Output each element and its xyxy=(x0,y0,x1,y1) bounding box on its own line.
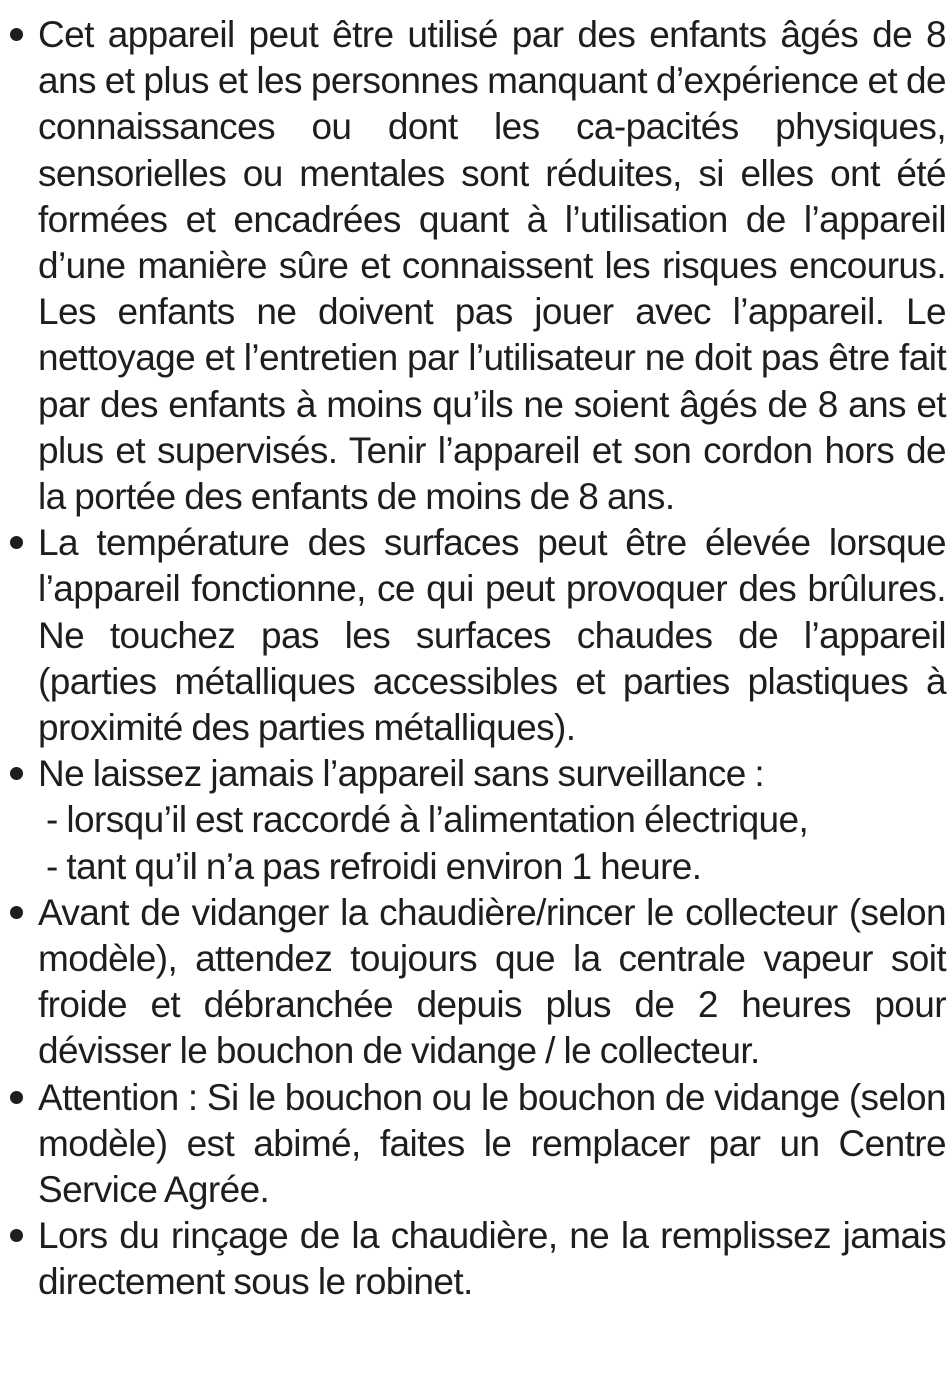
bullet-icon xyxy=(10,767,23,780)
sub-item: - lorsqu’il est raccordé à l’alimentation électrique, xyxy=(46,799,809,841)
item-text: Ne laissez jamais l’appareil sans surveillance : xyxy=(38,753,765,795)
list-item-rinsing xyxy=(8,1213,946,1305)
list-item-hot-surfaces xyxy=(8,520,946,751)
bullet-list xyxy=(8,12,946,1306)
item-text: Avant de vidanger la chaudière/rincer le collecteur (selon modèle), attendez toujours que la centrale vapeur soit froide et débranchée depuis plus de 2 heures pour dévisser le bouchon de vidange / le collecteur. xyxy=(38,891,946,1072)
list-item-damaged-cap xyxy=(8,1075,946,1214)
sub-item: - tant qu’il n’a pas refroidi environ 1 heure. xyxy=(46,845,702,887)
item-text: Cet appareil peut être utilisé par des enfants âgés de 8 ans et plus et les personnes manquant d’expérience et de connaissances ou dont les ca-pacités physiques, sensorielles ou mentales sont réduites, si elles ont été formées et encadrées quant à l’utilisation de l’appareil d’une manière sûre et connaissent les risques encourus. Les enfants ne doivent pas jouer avec l’appareil. Le nettoyage et l’entretien par l’utilisateur ne doit pas être fait par des enfants à moins qu’ils ne soient âgés de 8 ans et plus et supervisés. Tenir l’appareil et son cordon hors de la portée des enfants de moins de 8 ans. xyxy=(38,14,946,518)
item-text: Attention : Si le bouchon ou le bouchon de vidange (selon modèle) est abimé, faites le remplacer par un Centre Service Agrée. xyxy=(38,1076,946,1211)
item-text: Lors du rinçage de la chaudière, ne la remplissez jamais directement sous le robinet. xyxy=(38,1215,946,1303)
list-item-supervision xyxy=(8,751,946,890)
bullet-icon xyxy=(10,1091,23,1104)
bullet-icon xyxy=(10,536,23,549)
bullet-icon xyxy=(10,1229,23,1242)
bullet-icon xyxy=(10,28,23,41)
list-item-children-use xyxy=(8,12,946,520)
list-item-drain-boiler xyxy=(8,890,946,1075)
item-text: La température des surfaces peut être élevée lorsque l’appareil fonctionne, ce qui peut provoquer des brûlures. Ne touchez pas les surfaces chaudes de l’appareil (parties métalliques accessibles et parties plastiques à proximité des parties métalliques). xyxy=(38,522,946,749)
bullet-icon xyxy=(10,906,23,919)
